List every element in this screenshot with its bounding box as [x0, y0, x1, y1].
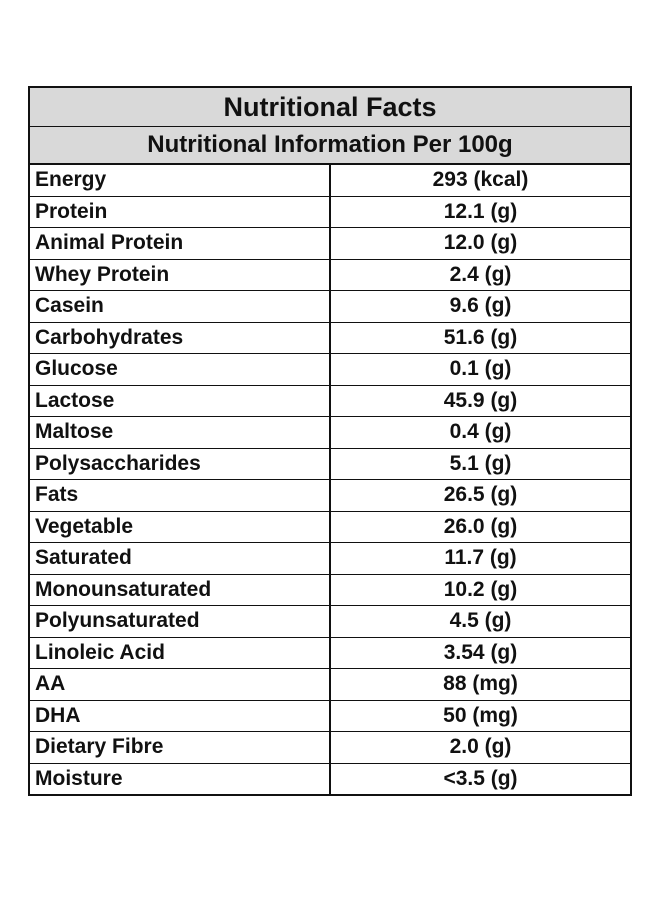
title-row — [29, 87, 631, 127]
nutrient-name: Maltose — [29, 417, 330, 449]
nutrient-name: Protein — [29, 196, 330, 228]
table-row — [29, 637, 631, 669]
nutrient-amount: 2.4 (g) — [330, 259, 631, 291]
nutrient-name: Linoleic Acid — [29, 637, 330, 669]
nutrient-amount: 50 (mg) — [330, 700, 631, 732]
subtitle-row — [29, 127, 631, 165]
nutrition-table — [28, 86, 632, 796]
table-row — [29, 448, 631, 480]
nutrient-amount: 26.5 (g) — [330, 480, 631, 512]
table-row — [29, 196, 631, 228]
nutrient-amount: 0.4 (g) — [330, 417, 631, 449]
nutrient-amount: 9.6 (g) — [330, 291, 631, 323]
nutrient-name: AA — [29, 669, 330, 701]
nutrient-amount: 4.5 (g) — [330, 606, 631, 638]
table-row — [29, 763, 631, 795]
nutrient-amount: 26.0 (g) — [330, 511, 631, 543]
nutrient-amount: 10.2 (g) — [330, 574, 631, 606]
table-title: Nutritional Facts — [29, 87, 631, 127]
nutrient-name: Whey Protein — [29, 259, 330, 291]
nutrient-name: Carbohydrates — [29, 322, 330, 354]
nutrient-amount: 2.0 (g) — [330, 732, 631, 764]
nutrient-name: Saturated — [29, 543, 330, 575]
nutrient-name: Polyunsaturated — [29, 606, 330, 638]
nutrient-amount: 45.9 (g) — [330, 385, 631, 417]
table-row — [29, 164, 631, 196]
nutrient-name: DHA — [29, 700, 330, 732]
nutrition-facts-table — [28, 86, 632, 796]
nutrient-name: Glucose — [29, 354, 330, 386]
nutrient-rows — [29, 164, 631, 795]
nutrient-name: Monounsaturated — [29, 574, 330, 606]
table-row — [29, 385, 631, 417]
table-row — [29, 228, 631, 260]
nutrient-name: Dietary Fibre — [29, 732, 330, 764]
nutrient-amount: 11.7 (g) — [330, 543, 631, 575]
table-row — [29, 511, 631, 543]
table-row — [29, 354, 631, 386]
nutrient-name: Vegetable — [29, 511, 330, 543]
nutrient-name: Polysaccharides — [29, 448, 330, 480]
nutrient-name: Animal Protein — [29, 228, 330, 260]
table-row — [29, 259, 631, 291]
nutrient-name: Energy — [29, 164, 330, 196]
table-row — [29, 480, 631, 512]
table-row — [29, 700, 631, 732]
table-subtitle: Nutritional Information Per 100g — [29, 127, 631, 165]
nutrient-amount: 12.0 (g) — [330, 228, 631, 260]
nutrient-name: Moisture — [29, 763, 330, 795]
nutrient-amount: 3.54 (g) — [330, 637, 631, 669]
table-row — [29, 322, 631, 354]
table-row — [29, 543, 631, 575]
table-row — [29, 669, 631, 701]
table-row — [29, 732, 631, 764]
table-row — [29, 606, 631, 638]
nutrient-amount: 51.6 (g) — [330, 322, 631, 354]
nutrient-amount: 293 (kcal) — [330, 164, 631, 196]
nutrient-name: Lactose — [29, 385, 330, 417]
nutrient-amount: 0.1 (g) — [330, 354, 631, 386]
nutrient-amount: <3.5 (g) — [330, 763, 631, 795]
nutrient-amount: 88 (mg) — [330, 669, 631, 701]
nutrient-name: Casein — [29, 291, 330, 323]
table-row — [29, 291, 631, 323]
table-row — [29, 574, 631, 606]
nutrient-name: Fats — [29, 480, 330, 512]
table-row — [29, 417, 631, 449]
nutrient-amount: 5.1 (g) — [330, 448, 631, 480]
nutrient-amount: 12.1 (g) — [330, 196, 631, 228]
